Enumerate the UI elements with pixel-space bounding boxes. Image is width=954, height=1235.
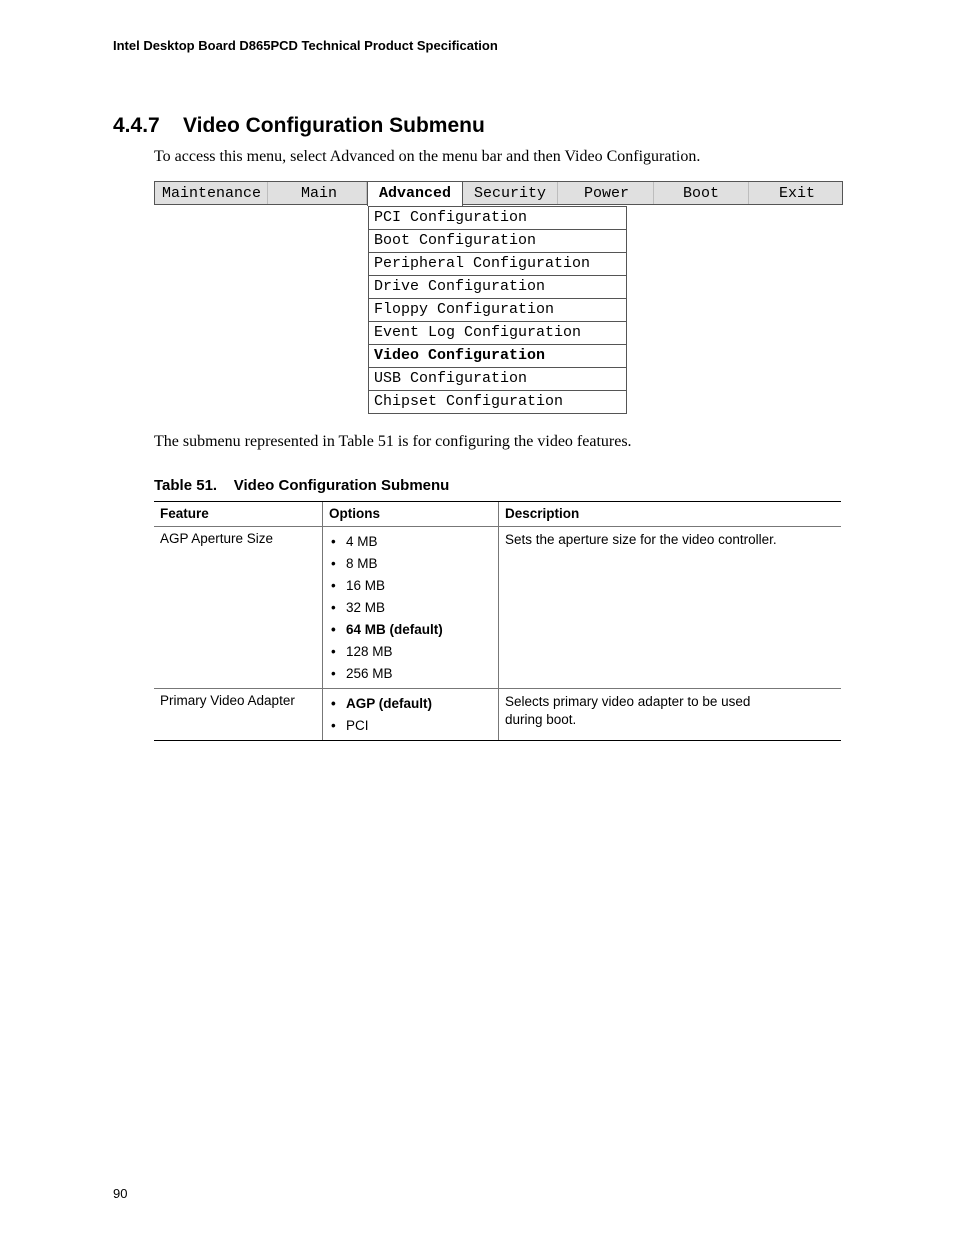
option-item: • 128 MB <box>329 641 492 663</box>
option-item: • 8 MB <box>329 553 492 575</box>
option-item: • 32 MB <box>329 597 492 619</box>
description-cell <box>499 689 842 741</box>
options-list <box>329 531 492 685</box>
menu-item-boot[interactable]: Boot <box>683 185 720 202</box>
submenu-item-usb[interactable]: USB Configuration <box>369 368 626 391</box>
bios-menu-bar <box>154 181 843 205</box>
header-description: Description <box>499 502 842 527</box>
option-item: • 16 MB <box>329 575 492 597</box>
menu-item-main[interactable]: Main <box>301 185 338 202</box>
intro-paragraph: To access this menu, select Advanced on the menu bar and then Video Configuration. <box>154 148 701 165</box>
menu-separator <box>267 182 268 204</box>
description-text-line: during boot. <box>505 712 577 727</box>
options-cell <box>323 689 499 741</box>
submenu-item-video[interactable]: Video Configuration <box>369 345 626 368</box>
submenu-description-paragraph: The submenu represented in Table 51 is for configuring the video features. <box>154 433 632 450</box>
option-item: • PCI <box>329 715 492 737</box>
menu-item-security[interactable]: Security <box>474 185 547 202</box>
section-number: 4.4.7 <box>113 114 160 137</box>
table-row <box>154 689 841 741</box>
header-options: Options <box>323 502 499 527</box>
table-caption <box>154 477 449 494</box>
submenu-item-floppy[interactable]: Floppy Configuration <box>369 299 626 322</box>
option-item: • 4 MB <box>329 531 492 553</box>
advanced-submenu <box>368 206 627 414</box>
option-item-default: • 64 MB (default) <box>329 619 492 641</box>
menu-separator <box>653 182 654 204</box>
section-heading <box>113 114 485 138</box>
description-text-line: Selects primary video adapter to be used <box>505 694 751 709</box>
option-item-default: • AGP (default) <box>329 693 492 715</box>
menu-item-maintenance[interactable]: Maintenance <box>162 185 262 202</box>
options-list <box>329 693 492 737</box>
options-cell <box>323 527 499 689</box>
feature-cell: AGP Aperture Size <box>154 527 323 689</box>
submenu-item-chipset[interactable]: Chipset Configuration <box>369 391 626 414</box>
menu-item-exit[interactable]: Exit <box>779 185 816 202</box>
table-caption-number: Table 51. <box>154 477 218 494</box>
menu-separator <box>557 182 558 204</box>
section-title: Video Configuration Submenu <box>183 114 485 137</box>
table-row <box>154 527 841 689</box>
table-header-row <box>154 502 841 527</box>
submenu-item-drive[interactable]: Drive Configuration <box>369 276 626 299</box>
video-config-table <box>154 501 841 741</box>
description-cell <box>499 527 842 689</box>
description-text: Sets the aperture size for the video controller. <box>505 532 777 547</box>
submenu-item-pci[interactable]: PCI Configuration <box>369 207 626 230</box>
feature-cell: Primary Video Adapter <box>154 689 323 741</box>
menu-item-power[interactable]: Power <box>584 185 630 202</box>
menu-separator <box>748 182 749 204</box>
menu-item-advanced[interactable]: Advanced <box>367 181 463 206</box>
page-number: 90 <box>113 1186 128 1201</box>
table-caption-title: Video Configuration Submenu <box>233 477 450 494</box>
submenu-item-boot[interactable]: Boot Configuration <box>369 230 626 253</box>
submenu-item-peripheral[interactable]: Peripheral Configuration <box>369 253 626 276</box>
submenu-item-event-log[interactable]: Event Log Configuration <box>369 322 626 345</box>
header-feature: Feature <box>154 502 323 527</box>
running-header: Intel Desktop Board D865PCD Technical Product Specification <box>113 38 498 53</box>
option-item: • 256 MB <box>329 663 492 685</box>
